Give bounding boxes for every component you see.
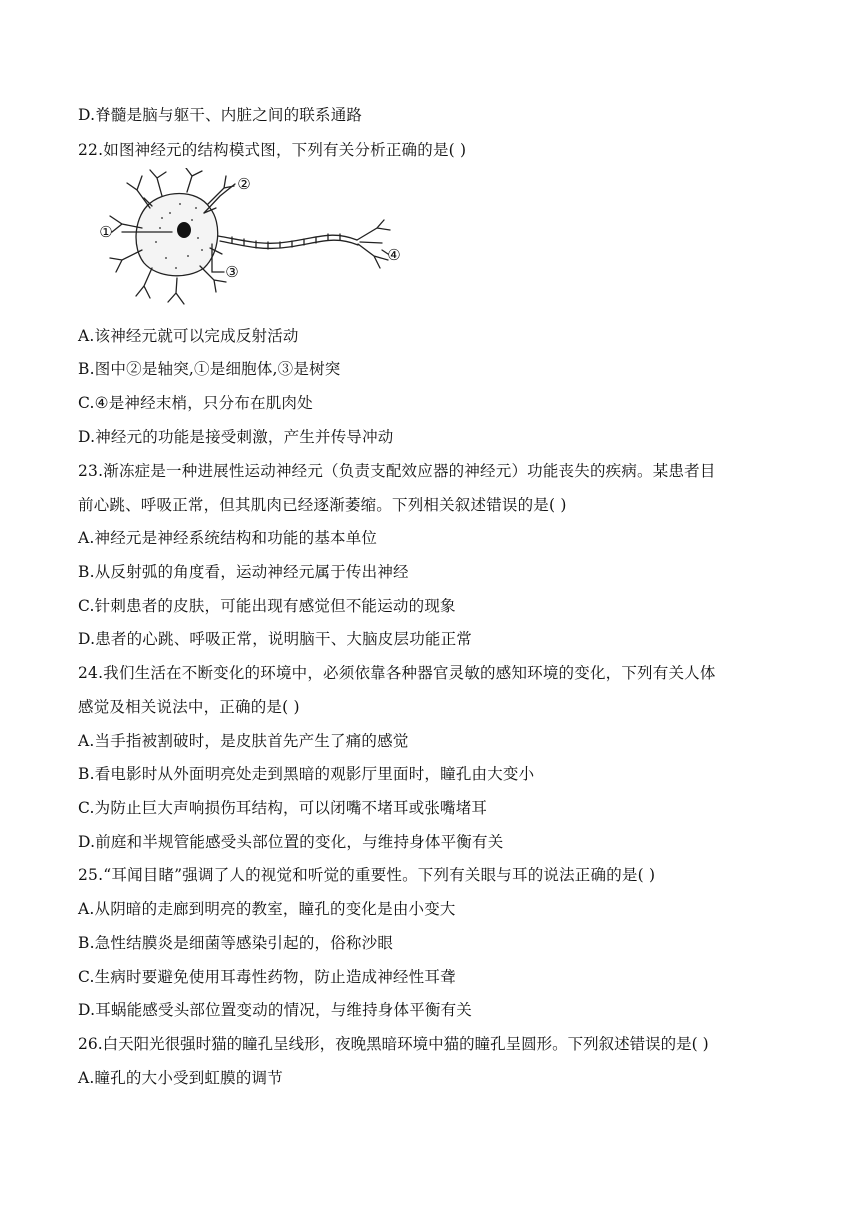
q24-option-c: C.为防止巨大声响损伤耳结构，可以闭嘴不堵耳或张嘴堵耳 <box>78 799 488 817</box>
q22-option-a: A.该神经元就可以完成反射活动 <box>78 327 299 345</box>
q25-option-c: C.生病时要避免使用耳毒性药物，防止造成神经性耳聋 <box>78 968 456 986</box>
q23-option-d: D.患者的心跳、呼吸正常，说明脑干、大脑皮层功能正常 <box>78 630 473 648</box>
q24-stem-line1: 24.我们生活在不断变化的环境中，必须依靠各种器官灵敏的感知环境的变化，下列有关人体 <box>78 664 716 682</box>
q26-stem: 26.白天阳光很强时猫的瞳孔呈线形，夜晚黑暗环境中猫的瞳孔呈圆形。下列叙述错误的是( ) <box>78 1035 709 1053</box>
q23-stem-line1: 23.渐冻症是一种进展性运动神经元（负责支配效应器的神经元）功能丧失的疾病。某患者目 <box>78 462 716 480</box>
q22-option-c: C.④是神经末梢，只分布在肌肉处 <box>78 394 313 412</box>
q24-stem-line2: 感觉及相关说法中，正确的是( ) <box>78 698 300 716</box>
q24-option-b: B.看电影时从外面明亮处走到黑暗的观影厅里面时，瞳孔由大变小 <box>78 765 535 783</box>
q22-option-d: D.神经元的功能是接受刺激，产生并传导冲动 <box>78 428 394 446</box>
q21-option-d: D.脊髓是脑与躯干、内脏之间的联系通路 <box>78 106 363 124</box>
q24-option-d: D.前庭和半规管能感受头部位置的变化，与维持身体平衡有关 <box>78 833 504 851</box>
q25-option-a: A.从阴暗的走廊到明亮的教室，瞳孔的变化是由小变大 <box>78 900 456 918</box>
q24-option-a: A.当手指被割破时，是皮肤首先产生了痛的感觉 <box>78 732 409 750</box>
q23-option-b: B.从反射弧的角度看，运动神经元属于传出神经 <box>78 563 409 581</box>
neuron-diagram <box>92 168 412 308</box>
q22-option-b: B.图中②是轴突,①是细胞体,③是树突 <box>78 360 341 378</box>
q23-option-a: A.神经元是神经系统结构和功能的基本单位 <box>78 529 378 547</box>
label-4: ④ <box>387 246 401 264</box>
q26-option-a: A.瞳孔的大小受到虹膜的调节 <box>78 1069 283 1087</box>
q25-option-b: B.急性结膜炎是细菌等感染引起的，俗称沙眼 <box>78 934 394 952</box>
q23-stem-line2: 前心跳、呼吸正常，但其肌肉已经逐渐萎缩。下列相关叙述错误的是( ) <box>78 496 567 514</box>
q25-stem: 25.“耳闻目睹”强调了人的视觉和听觉的重要性。下列有关眼与耳的说法正确的是( ) <box>78 866 656 884</box>
q22-stem: 22.如图神经元的结构模式图，下列有关分析正确的是( ) <box>78 141 467 159</box>
label-1: ① <box>99 223 113 241</box>
q23-option-c: C.针刺患者的皮肤，可能出现有感觉但不能运动的现象 <box>78 597 456 615</box>
q25-option-d: D.耳蜗能感受头部位置变动的情况，与维持身体平衡有关 <box>78 1001 473 1019</box>
label-3: ③ <box>225 263 239 281</box>
label-2: ② <box>237 175 251 193</box>
nucleus <box>177 222 191 238</box>
